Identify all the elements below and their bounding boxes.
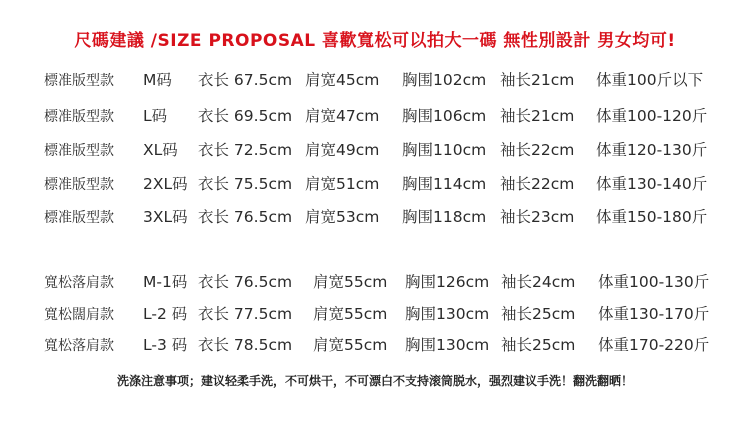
size-sleeve-cell: 袖长21cm	[500, 71, 575, 89]
washing-instructions: 洗涤注意事项；建议轻柔手洗，不可烘干，不可漂白不支持滚筒脱水，强烈建议手洗！翻洗翻晒！	[116, 374, 633, 388]
size-length-cell: 衣长 78.5cm	[198, 336, 293, 354]
size-type-cell: 標准版型款	[44, 109, 114, 125]
size-shoulder-cell: 肩宽51cm	[305, 175, 380, 193]
size-shoulder-cell: 肩宽45cm	[305, 71, 380, 89]
size-shoulder-cell: 肩宽55cm	[313, 336, 388, 354]
size-type-cell: 標准版型款	[44, 210, 114, 226]
size-weight-cell: 体重170-220斤	[598, 336, 710, 354]
size-type-cell: 寬松闊肩款	[44, 307, 114, 323]
size-length-cell: 衣长 67.5cm	[198, 71, 293, 89]
size-type-cell: 寬松落肩款	[44, 338, 114, 354]
size-length-cell: 衣长 69.5cm	[198, 107, 293, 125]
size-type-cell: 寬松落肩款	[44, 275, 114, 291]
size-weight-cell: 体重100-130斤	[598, 273, 710, 291]
size-sleeve-cell: 袖长25cm	[501, 336, 576, 354]
size-row	[0, 172, 750, 196]
size-chest-cell: 胸围130cm	[405, 336, 490, 354]
size-length-cell: 衣长 76.5cm	[198, 273, 293, 291]
size-shoulder-cell: 肩宽55cm	[313, 273, 388, 291]
size-shoulder-cell: 肩宽49cm	[305, 141, 380, 159]
size-type-cell: 標准版型款	[44, 177, 114, 193]
size-chest-cell: 胸围110cm	[402, 141, 487, 159]
size-weight-cell: 体重120-130斤	[596, 141, 708, 159]
size-type-cell: 標准版型款	[44, 73, 114, 89]
size-size-cell: L-2 码	[143, 305, 188, 323]
size-chest-cell: 胸围102cm	[402, 71, 487, 89]
size-shoulder-cell: 肩宽47cm	[305, 107, 380, 125]
size-length-cell: 衣长 72.5cm	[198, 141, 293, 159]
size-sleeve-cell: 袖长22cm	[500, 141, 575, 159]
size-size-cell: L码	[143, 107, 168, 125]
size-row	[0, 270, 750, 294]
size-weight-cell: 体重100斤以下	[596, 71, 704, 89]
size-size-cell: XL码	[143, 141, 178, 159]
size-sleeve-cell: 袖长25cm	[501, 305, 576, 323]
size-row	[0, 302, 750, 326]
size-chest-cell: 胸围118cm	[402, 208, 487, 226]
size-chest-cell: 胸围126cm	[405, 273, 490, 291]
size-weight-cell: 体重130-140斤	[596, 175, 708, 193]
size-row	[0, 205, 750, 229]
size-size-cell: 3XL码	[143, 208, 188, 226]
size-row	[0, 333, 750, 357]
size-sleeve-cell: 袖长23cm	[500, 208, 575, 226]
size-chest-cell: 胸围130cm	[405, 305, 490, 323]
size-length-cell: 衣长 77.5cm	[198, 305, 293, 323]
size-size-cell: M-1码	[143, 273, 188, 291]
size-sleeve-cell: 袖长24cm	[501, 273, 576, 291]
size-length-cell: 衣长 75.5cm	[198, 175, 293, 193]
size-length-cell: 衣长 76.5cm	[198, 208, 293, 226]
size-row	[0, 68, 750, 92]
size-chest-cell: 胸围106cm	[402, 107, 487, 125]
size-weight-cell: 体重130-170斤	[598, 305, 710, 323]
size-type-cell: 標准版型款	[44, 143, 114, 159]
size-shoulder-cell: 肩宽55cm	[313, 305, 388, 323]
size-row	[0, 104, 750, 128]
size-size-cell: M码	[143, 71, 172, 89]
size-size-cell: 2XL码	[143, 175, 188, 193]
size-weight-cell: 体重100-120斤	[596, 107, 708, 125]
size-chest-cell: 胸围114cm	[402, 175, 487, 193]
size-size-cell: L-3 码	[143, 336, 188, 354]
size-shoulder-cell: 肩宽53cm	[305, 208, 380, 226]
size-sleeve-cell: 袖长22cm	[500, 175, 575, 193]
size-row	[0, 138, 750, 162]
size-sleeve-cell: 袖长21cm	[500, 107, 575, 125]
size-weight-cell: 体重150-180斤	[596, 208, 708, 226]
size-proposal-title: 尺碼建議 /SIZE PROPOSAL 喜歡寬松可以拍大一碼 無性別設計 男女均可!	[74, 31, 676, 51]
